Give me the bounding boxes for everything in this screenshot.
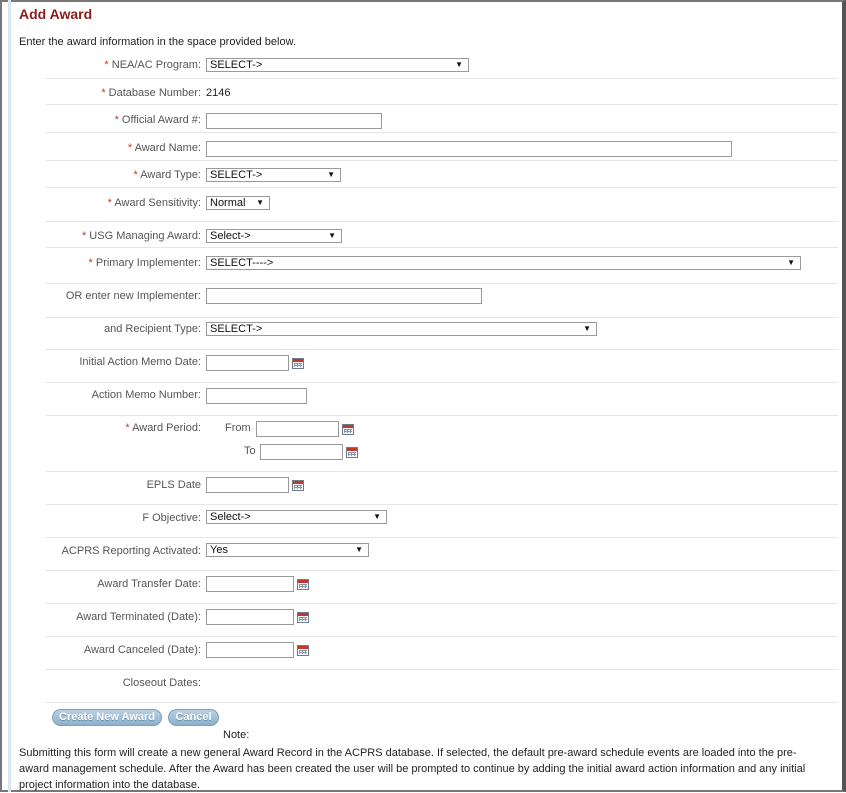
left-rule bbox=[8, 0, 11, 792]
award-period-from-input[interactable] bbox=[256, 421, 339, 437]
row-initial-action-memo-date bbox=[45, 349, 838, 383]
chevron-down-icon: ▼ bbox=[373, 512, 381, 521]
new-implementer-input[interactable] bbox=[206, 288, 482, 304]
row-recipient-type bbox=[45, 317, 838, 350]
action-memo-number-input[interactable] bbox=[206, 388, 307, 404]
recipient-type-select[interactable]: SELECT-> ▼ bbox=[206, 322, 597, 336]
new-implementer-label: OR enter new Implementer: bbox=[65, 290, 201, 302]
row-award-canceled bbox=[45, 636, 838, 670]
award-transfer-date-input[interactable] bbox=[206, 576, 294, 592]
note-text: Submitting this form will create a new general Award Record in the ACPRS database. If selected, the default pre-award schedule events are loaded into the pre-award management schedule. After the Award has been created the user will be prompted to continue by adding the initial award action information and any initial project information into the database. bbox=[19, 747, 806, 791]
row-acprs-reporting bbox=[45, 537, 838, 571]
award-canceled-label: Award Canceled (Date): bbox=[83, 644, 201, 656]
note-title: Note: bbox=[223, 729, 250, 741]
award-name-label: * Award Name: bbox=[127, 142, 201, 154]
usg-managing-award-select[interactable]: Select-> ▼ bbox=[206, 229, 342, 243]
f-objective-label: F Objective: bbox=[142, 512, 201, 524]
nea-program-label: * NEA/AC Program: bbox=[104, 59, 201, 71]
award-sensitivity-select[interactable]: Normal ▼ bbox=[206, 196, 270, 210]
row-action-memo-number bbox=[45, 382, 838, 416]
row-award-type bbox=[45, 160, 838, 188]
acprs-reporting-label: ACPRS Reporting Activated: bbox=[61, 545, 201, 557]
award-period-from-label: From bbox=[225, 422, 251, 434]
chevron-down-icon: ▼ bbox=[355, 545, 363, 554]
row-official-award bbox=[45, 104, 838, 133]
award-canceled-input[interactable] bbox=[206, 642, 294, 658]
chevron-down-icon: ▼ bbox=[787, 258, 795, 267]
calendar-icon[interactable] bbox=[297, 579, 309, 590]
chevron-down-icon: ▼ bbox=[328, 231, 336, 240]
row-closeout-dates bbox=[45, 669, 838, 703]
action-memo-number-label: Action Memo Number: bbox=[91, 389, 201, 401]
row-database-number bbox=[45, 78, 838, 105]
official-award-input[interactable] bbox=[206, 113, 382, 129]
chevron-down-icon: ▼ bbox=[327, 170, 335, 179]
row-nea-program bbox=[45, 51, 838, 79]
award-type-select[interactable]: SELECT-> ▼ bbox=[206, 168, 341, 182]
official-award-label: * Official Award #: bbox=[114, 114, 201, 126]
epls-date-label: EPLS Date bbox=[146, 479, 201, 491]
primary-implementer-label: * Primary Implementer: bbox=[88, 257, 201, 269]
row-award-name bbox=[45, 132, 838, 161]
intro-text: Enter the award information in the space provided below. bbox=[19, 36, 296, 48]
chevron-down-icon: ▼ bbox=[583, 324, 591, 333]
page-title: Add Award bbox=[19, 6, 93, 22]
chevron-down-icon: ▼ bbox=[455, 60, 463, 69]
row-award-terminated bbox=[45, 603, 838, 637]
database-number-label: * Database Number: bbox=[101, 87, 201, 99]
cancel-button[interactable]: Cancel bbox=[168, 709, 219, 726]
calendar-icon[interactable] bbox=[297, 645, 309, 656]
initial-action-memo-date-input[interactable] bbox=[206, 355, 289, 371]
chevron-down-icon: ▼ bbox=[256, 198, 264, 207]
award-period-to-label: To bbox=[244, 445, 256, 457]
award-sensitivity-label: * Award Sensitivity: bbox=[107, 197, 201, 209]
award-period-to-input[interactable] bbox=[260, 444, 343, 460]
closeout-dates-label: Closeout Dates: bbox=[122, 677, 201, 689]
row-award-sensitivity bbox=[45, 187, 838, 222]
calendar-icon[interactable] bbox=[292, 358, 304, 369]
calendar-icon[interactable] bbox=[346, 447, 358, 458]
nea-program-select[interactable]: SELECT-> ▼ bbox=[206, 58, 469, 72]
row-new-implementer bbox=[45, 283, 838, 318]
award-terminated-label: Award Terminated (Date): bbox=[76, 611, 201, 623]
award-name-input[interactable] bbox=[206, 141, 732, 157]
award-period-label: * Award Period: bbox=[125, 422, 201, 434]
award-terminated-input[interactable] bbox=[206, 609, 294, 625]
initial-action-memo-date-label: Initial Action Memo Date: bbox=[79, 356, 201, 368]
usg-managing-award-label: * USG Managing Award: bbox=[81, 230, 201, 242]
row-epls-date bbox=[45, 471, 838, 505]
database-number-value: 2146 bbox=[206, 87, 231, 99]
row-f-objective bbox=[45, 504, 838, 538]
row-award-transfer-date bbox=[45, 570, 838, 604]
calendar-icon[interactable] bbox=[297, 612, 309, 623]
primary-implementer-select[interactable]: SELECT----> ▼ bbox=[206, 256, 801, 270]
create-new-award-button[interactable]: Create New Award bbox=[52, 709, 162, 726]
recipient-type-label: and Recipient Type: bbox=[103, 323, 201, 335]
award-type-label: * Award Type: bbox=[133, 169, 201, 181]
epls-date-input[interactable] bbox=[206, 477, 289, 493]
award-transfer-date-label: Award Transfer Date: bbox=[97, 578, 201, 590]
row-award-period bbox=[45, 415, 838, 472]
f-objective-select[interactable]: Select-> ▼ bbox=[206, 510, 387, 524]
calendar-icon[interactable] bbox=[292, 480, 304, 491]
row-primary-implementer bbox=[45, 247, 838, 284]
acprs-reporting-select[interactable]: Yes ▼ bbox=[206, 543, 369, 557]
row-usg-managing-award bbox=[45, 221, 838, 248]
calendar-icon[interactable] bbox=[342, 424, 354, 435]
